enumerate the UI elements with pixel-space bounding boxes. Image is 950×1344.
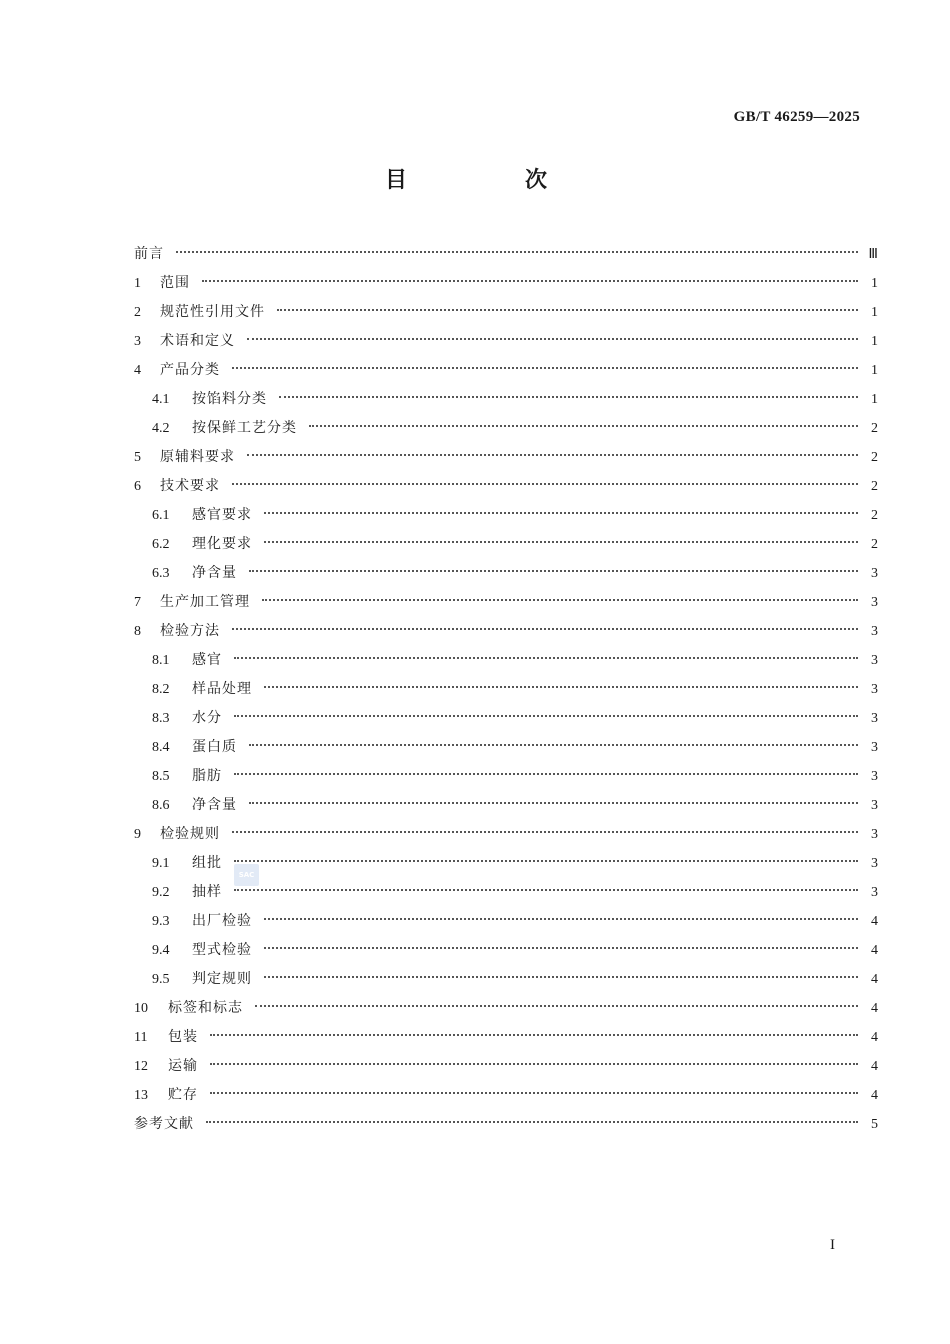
toc-entry-label: 脂肪 bbox=[192, 768, 222, 784]
toc-entry-label: 标签和标志 bbox=[168, 1000, 243, 1016]
toc-dot-leader bbox=[234, 860, 858, 862]
toc-entry-number: 8.5 bbox=[152, 769, 170, 784]
toc-entry[interactable] bbox=[134, 588, 878, 617]
toc-entry-label: 参考文献 bbox=[134, 1116, 194, 1132]
toc-entry-page: 3 bbox=[871, 595, 878, 610]
document-code: GB/T 46259—2025 bbox=[733, 109, 860, 125]
toc-dot-leader bbox=[232, 367, 858, 369]
toc-entry-number: 4.2 bbox=[152, 421, 170, 436]
toc-entry-label: 净含量 bbox=[192, 565, 237, 581]
toc-dot-leader bbox=[264, 976, 858, 978]
toc-entry-page: 2 bbox=[871, 421, 878, 436]
toc-dot-leader bbox=[262, 599, 858, 601]
toc-entry-number: 7 bbox=[134, 595, 141, 610]
toc-entry-label: 判定规则 bbox=[192, 971, 252, 987]
toc-entry-label: 检验规则 bbox=[160, 826, 220, 842]
toc-dot-leader bbox=[309, 425, 858, 427]
toc-entry-label: 组批 bbox=[192, 855, 222, 871]
toc-entry[interactable] bbox=[134, 559, 878, 588]
toc-entry-label: 前言 bbox=[134, 246, 164, 262]
toc-dot-leader bbox=[264, 918, 858, 920]
toc-entry-number: 8.6 bbox=[152, 798, 170, 813]
toc-dot-leader bbox=[210, 1063, 858, 1065]
toc-entry-label: 规范性引用文件 bbox=[160, 304, 265, 320]
toc-entry-number: 6.3 bbox=[152, 566, 170, 581]
toc-entry-label: 样品处理 bbox=[192, 681, 252, 697]
toc-entry[interactable] bbox=[134, 327, 878, 356]
toc-entry-number: 2 bbox=[134, 305, 141, 320]
toc-entry-number: 3 bbox=[134, 334, 141, 349]
toc-entry-page: 4 bbox=[871, 1001, 878, 1016]
toc-entry[interactable] bbox=[134, 994, 878, 1023]
toc-entry[interactable] bbox=[134, 820, 878, 849]
toc-entry[interactable] bbox=[134, 617, 878, 646]
toc-entry[interactable] bbox=[134, 472, 878, 501]
toc-entry-label: 范围 bbox=[160, 275, 190, 291]
toc-entry[interactable] bbox=[134, 530, 878, 559]
toc-entry-page: 2 bbox=[871, 450, 878, 465]
toc-entry-page: 1 bbox=[871, 305, 878, 320]
toc-dot-leader bbox=[249, 570, 858, 572]
toc-entry-page: 3 bbox=[871, 769, 878, 784]
toc-dot-leader bbox=[210, 1092, 858, 1094]
toc-dot-leader bbox=[247, 338, 858, 340]
toc-entry-label: 水分 bbox=[192, 710, 222, 726]
toc-dot-leader bbox=[176, 251, 858, 253]
toc-entry-label: 型式检验 bbox=[192, 942, 252, 958]
toc-dot-leader bbox=[206, 1121, 858, 1123]
toc-entry-number: 6.2 bbox=[152, 537, 170, 552]
toc-entry-page: 2 bbox=[871, 537, 878, 552]
toc-entry-number: 10 bbox=[134, 1001, 148, 1016]
toc-entry-page: 4 bbox=[871, 972, 878, 987]
toc-entry-label: 运输 bbox=[168, 1058, 198, 1074]
toc-entry-label: 感官要求 bbox=[192, 507, 252, 523]
toc-entry[interactable] bbox=[134, 936, 878, 965]
toc-entry-label: 按保鲜工艺分类 bbox=[192, 420, 297, 436]
toc-entry-label: 出厂检验 bbox=[192, 913, 252, 929]
toc-entry[interactable] bbox=[134, 762, 878, 791]
toc-entry-page: 1 bbox=[871, 363, 878, 378]
toc-entry-number: 9.3 bbox=[152, 914, 170, 929]
toc-entry[interactable] bbox=[134, 385, 878, 414]
toc-entry-label: 产品分类 bbox=[160, 362, 220, 378]
toc-dot-leader bbox=[249, 802, 858, 804]
toc-dot-leader bbox=[247, 454, 858, 456]
toc-entry-label: 感官 bbox=[192, 652, 222, 668]
toc-dot-leader bbox=[232, 831, 858, 833]
toc-entry[interactable] bbox=[134, 733, 878, 762]
toc-entry-label: 术语和定义 bbox=[160, 333, 235, 349]
toc-entry-number: 12 bbox=[134, 1059, 148, 1074]
toc-entry-number: 9.2 bbox=[152, 885, 170, 900]
toc-entry-number: 8.1 bbox=[152, 653, 170, 668]
toc-entry-number: 4 bbox=[134, 363, 141, 378]
toc-entry-number: 5 bbox=[134, 450, 141, 465]
toc-entry-number: 8.2 bbox=[152, 682, 170, 697]
toc-entry-label: 包装 bbox=[168, 1029, 198, 1045]
toc-entry-number: 8 bbox=[134, 624, 141, 639]
toc-entry[interactable] bbox=[134, 646, 878, 675]
toc-dot-leader bbox=[234, 657, 858, 659]
toc-entry[interactable] bbox=[134, 356, 878, 385]
toc-dot-leader bbox=[264, 947, 858, 949]
toc-entry[interactable] bbox=[134, 269, 878, 298]
toc-entry-page: 1 bbox=[871, 334, 878, 349]
toc-entry-page: Ⅲ bbox=[868, 247, 878, 262]
toc-dot-leader bbox=[279, 396, 858, 398]
toc-entry-page: 3 bbox=[871, 653, 878, 668]
toc-dot-leader bbox=[264, 541, 858, 543]
toc-entry[interactable] bbox=[134, 965, 878, 994]
toc-entry-page: 4 bbox=[871, 1088, 878, 1103]
toc-entry-label: 原辅料要求 bbox=[160, 449, 235, 465]
toc-entry-page: 3 bbox=[871, 827, 878, 842]
toc-dot-leader bbox=[249, 744, 858, 746]
toc-dot-leader bbox=[210, 1034, 858, 1036]
toc-entry-page: 3 bbox=[871, 624, 878, 639]
toc-entry[interactable] bbox=[134, 704, 878, 733]
toc-entry-page: 4 bbox=[871, 1030, 878, 1045]
toc-entry-number: 8.3 bbox=[152, 711, 170, 726]
toc-entry-number: 13 bbox=[134, 1088, 148, 1103]
toc-entry-page: 3 bbox=[871, 856, 878, 871]
toc-entry-label: 检验方法 bbox=[160, 623, 220, 639]
toc-dot-leader bbox=[264, 686, 858, 688]
toc-entry-number: 4.1 bbox=[152, 392, 170, 407]
toc-entry[interactable] bbox=[134, 791, 878, 820]
table-of-contents bbox=[134, 240, 878, 1139]
toc-entry-page: 3 bbox=[871, 798, 878, 813]
toc-entry-label: 抽样 bbox=[192, 884, 222, 900]
toc-entry-label: 净含量 bbox=[192, 797, 237, 813]
toc-entry-label: 蛋白质 bbox=[192, 739, 237, 755]
toc-entry[interactable] bbox=[134, 298, 878, 327]
toc-entry-number: 6 bbox=[134, 479, 141, 494]
toc-entry-number: 9 bbox=[134, 827, 141, 842]
page-title: 目 次 bbox=[384, 168, 595, 193]
toc-entry-page: 3 bbox=[871, 682, 878, 697]
toc-dot-leader bbox=[234, 715, 858, 717]
toc-entry[interactable] bbox=[134, 501, 878, 530]
footer-page-number: I bbox=[830, 1237, 835, 1253]
toc-entry-number: 9.1 bbox=[152, 856, 170, 871]
toc-entry-page: 1 bbox=[871, 392, 878, 407]
toc-entry-label: 按馅料分类 bbox=[192, 391, 267, 407]
toc-entry-page: 4 bbox=[871, 914, 878, 929]
toc-dot-leader bbox=[277, 309, 858, 311]
toc-entry[interactable] bbox=[134, 1110, 878, 1139]
toc-entry-page: 3 bbox=[871, 740, 878, 755]
toc-entry-number: 6.1 bbox=[152, 508, 170, 523]
toc-dot-leader bbox=[234, 773, 858, 775]
toc-entry[interactable] bbox=[134, 1081, 878, 1110]
toc-entry-page: 4 bbox=[871, 943, 878, 958]
toc-entry[interactable] bbox=[134, 1052, 878, 1081]
toc-entry-page: 3 bbox=[871, 885, 878, 900]
toc-dot-leader bbox=[255, 1005, 858, 1007]
toc-entry-number: 8.4 bbox=[152, 740, 170, 755]
toc-entry-page: 2 bbox=[871, 479, 878, 494]
toc-entry-label: 生产加工管理 bbox=[160, 594, 250, 610]
sac-watermark-stamp: SAC bbox=[234, 864, 259, 886]
toc-entry[interactable] bbox=[134, 1023, 878, 1052]
toc-entry-page: 1 bbox=[871, 276, 878, 291]
toc-entry[interactable] bbox=[134, 907, 878, 936]
toc-entry-number: 9.5 bbox=[152, 972, 170, 987]
toc-entry-label: 技术要求 bbox=[160, 478, 220, 494]
toc-dot-leader bbox=[202, 280, 858, 282]
toc-entry[interactable] bbox=[134, 414, 878, 443]
toc-entry-page: 3 bbox=[871, 711, 878, 726]
toc-entry-number: 9.4 bbox=[152, 943, 170, 958]
toc-dot-leader bbox=[264, 512, 858, 514]
toc-entry[interactable] bbox=[134, 443, 878, 472]
toc-entry-page: 5 bbox=[871, 1117, 878, 1132]
toc-entry[interactable] bbox=[134, 675, 878, 704]
toc-dot-leader bbox=[234, 889, 858, 891]
toc-entry-label: 贮存 bbox=[168, 1087, 198, 1103]
toc-entry[interactable] bbox=[134, 240, 878, 269]
toc-entry-number: 11 bbox=[134, 1030, 148, 1045]
toc-entry-page: 3 bbox=[871, 566, 878, 581]
toc-entry-page: 2 bbox=[871, 508, 878, 523]
toc-dot-leader bbox=[232, 628, 858, 630]
toc-entry-number: 1 bbox=[134, 276, 141, 291]
toc-dot-leader bbox=[232, 483, 858, 485]
toc-entry-label: 理化要求 bbox=[192, 536, 252, 552]
toc-entry-page: 4 bbox=[871, 1059, 878, 1074]
